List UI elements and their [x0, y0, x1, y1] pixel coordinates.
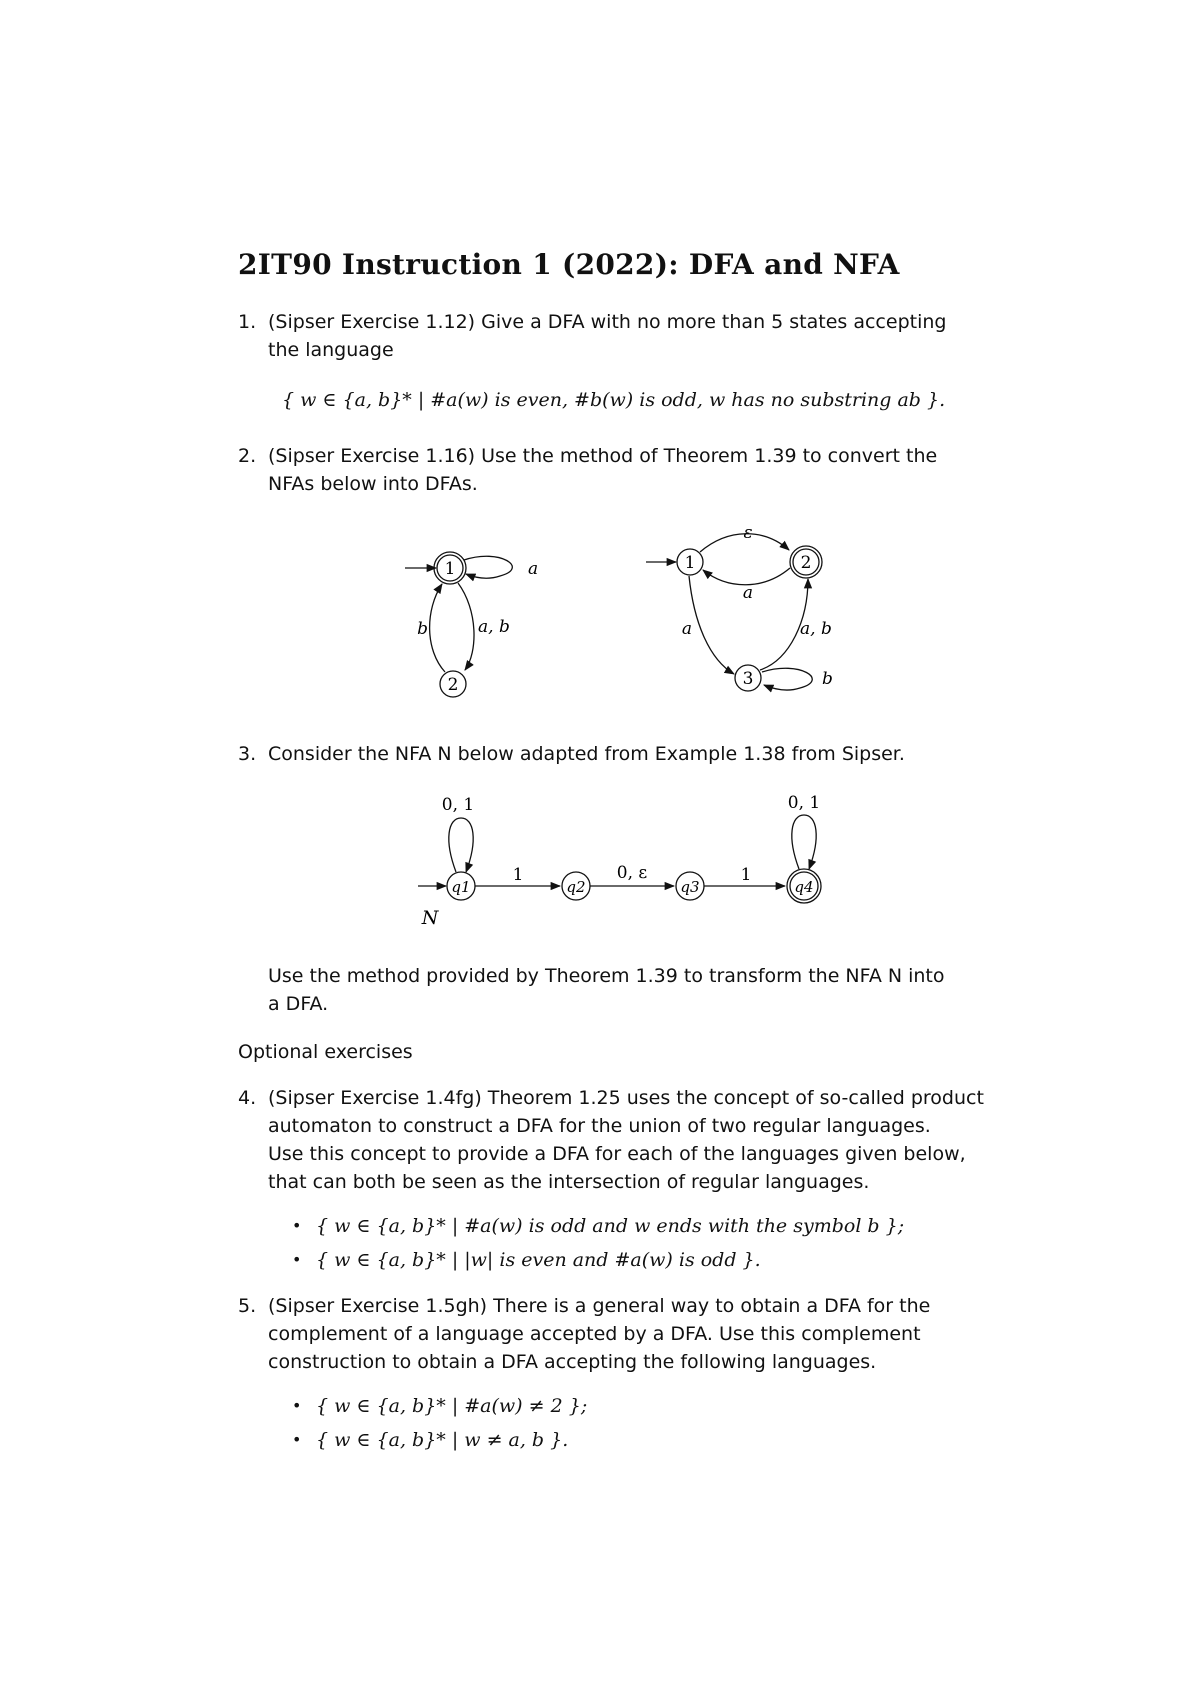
q1-text-line1: (Sipser Exercise 1.12) Give a DFA with no more than 5 states accepting	[268, 311, 947, 333]
nfa-n-loop-q1	[449, 818, 473, 872]
nfa-b-state-2-label: 2	[800, 553, 812, 573]
nfa-b-state-1-label: 1	[684, 553, 696, 573]
optional-heading: Optional exercises	[238, 1041, 413, 1063]
q4-bullet-1: { w ∈ {a, b}* | #a(w) is odd and w ends with the symbol b };	[316, 1215, 905, 1237]
q4-text-line2: automaton to construct a DFA for the union of two regular languages.	[268, 1115, 931, 1137]
nfa-n-state-q1	[447, 872, 475, 900]
nfa-a-state-1-accept-ring	[434, 552, 466, 584]
nfa-n-edge23-label: 0, ε	[616, 863, 648, 883]
q1-number: 1.	[238, 311, 257, 333]
nfa-b-right-label: a, b	[800, 619, 832, 639]
nfa-a-diagram	[405, 552, 512, 697]
q2-number: 2.	[238, 445, 257, 467]
nfa-b-left-label: a	[681, 619, 692, 639]
nfa-a-loop-label: a	[528, 559, 539, 579]
nfa-a-state-1	[437, 555, 463, 581]
nfa-b-state-2	[793, 549, 819, 575]
nfa-n-edge12-label: 1	[512, 865, 524, 885]
q5-bullet-1: { w ∈ {a, b}* | #a(w) ≠ 2 };	[316, 1395, 588, 1417]
q4-bullet-2: { w ∈ {a, b}* | |w| is even and #a(w) is odd }.	[316, 1249, 761, 1271]
page-title: 2IT90 Instruction 1 (2022): DFA and NFA	[238, 248, 900, 281]
nfa-b-diagram	[646, 534, 822, 691]
nfa-n-loop4-label: 0, 1	[787, 793, 821, 813]
nfa-b-state-1	[677, 549, 703, 575]
nfa-n-state-q2-label: q2	[566, 878, 586, 896]
nfa-n-state-q4-accept-ring	[787, 869, 821, 903]
q5-number: 5.	[238, 1295, 257, 1317]
nfa-n-state-q3-label: q3	[680, 878, 700, 896]
nfa-a-state-2	[440, 671, 466, 697]
nfa-b-state-3	[735, 665, 761, 691]
q4-text-line4: that can both be seen as the intersection of regular languages.	[268, 1171, 870, 1193]
q1-language-formula: { w ∈ {a, b}* | #a(w) is even, #b(w) is odd, w has no substring ab }.	[282, 389, 946, 411]
nfa-b-edge-2-1	[703, 568, 790, 585]
q5-text-line3: construction to obtain a DFA accepting the following languages.	[268, 1351, 877, 1373]
nfa-b-loop-label: b	[822, 669, 833, 689]
nfa-a-up-label: b	[417, 619, 428, 639]
q5-bullet-2: { w ∈ {a, b}* | w ≠ a, b }.	[316, 1429, 569, 1451]
nfa-b-top-label: ε	[743, 523, 753, 543]
nfa-a-loop-1	[464, 556, 512, 578]
nfa-b-state-2-accept-ring	[790, 546, 822, 578]
nfa-a-state-1-label: 1	[444, 559, 456, 579]
q5-bullet-2-marker: •	[292, 1430, 302, 1449]
q4-text-line3: Use this concept to provide a DFA for each of the languages given below,	[268, 1143, 966, 1165]
nfa-b-edge-1-2	[700, 534, 789, 552]
nfa-b-loop-3	[762, 668, 812, 690]
q3-follow-line1: Use the method provided by Theorem 1.39 to transform the NFA N into	[268, 965, 945, 987]
nfa-a-state-2-label: 2	[447, 675, 459, 695]
q1-text-line2: the language	[268, 339, 394, 361]
nfa-n-loop1-label: 0, 1	[441, 795, 475, 815]
q3-number: 3.	[238, 743, 257, 765]
q5-text-line2: complement of a language accepted by a DFA. Use this complement	[268, 1323, 921, 1345]
q5-text-line1: (Sipser Exercise 1.5gh) There is a general way to obtain a DFA for the	[268, 1295, 931, 1317]
q2-text-line1: (Sipser Exercise 1.16) Use the method of Theorem 1.39 to convert the	[268, 445, 938, 467]
q2-text-line2: NFAs below into DFAs.	[268, 473, 478, 495]
nfa-a-down-label: a, b	[478, 617, 510, 637]
nfa-n-state-q1-label: q1	[451, 878, 471, 896]
nfa-a-edge-1-2	[458, 583, 474, 670]
q4-bullet-2-marker: •	[292, 1250, 302, 1269]
nfa-n-state-q4-label: q4	[794, 878, 814, 896]
q3-follow-line2: a DFA.	[268, 993, 329, 1015]
nfa-b-edge-1-3	[689, 576, 734, 674]
nfa-n-state-q2	[562, 872, 590, 900]
nfa-b-state-3-label: 3	[742, 669, 754, 689]
nfa-b-back-label: a	[742, 583, 754, 603]
nfa-n-name-label: N	[421, 907, 439, 929]
q4-bullet-1-marker: •	[292, 1216, 302, 1235]
nfa-n-edge34-label: 1	[740, 865, 752, 885]
q3-text-line1: Consider the NFA N below adapted from Example 1.38 from Sipser.	[268, 743, 905, 765]
q5-bullet-1-marker: •	[292, 1396, 302, 1415]
q4-number: 4.	[238, 1087, 257, 1109]
nfa-n-loop-q4	[792, 815, 816, 869]
q4-text-line1: (Sipser Exercise 1.4fg) Theorem 1.25 uses the concept of so-called product	[268, 1087, 984, 1109]
nfa-n-state-q4	[790, 872, 818, 900]
nfa-b-edge-3-2	[760, 579, 808, 670]
nfa-n-diagram	[418, 815, 821, 903]
nfa-a-edge-2-1	[430, 584, 445, 672]
nfa-n-state-q3	[676, 872, 704, 900]
